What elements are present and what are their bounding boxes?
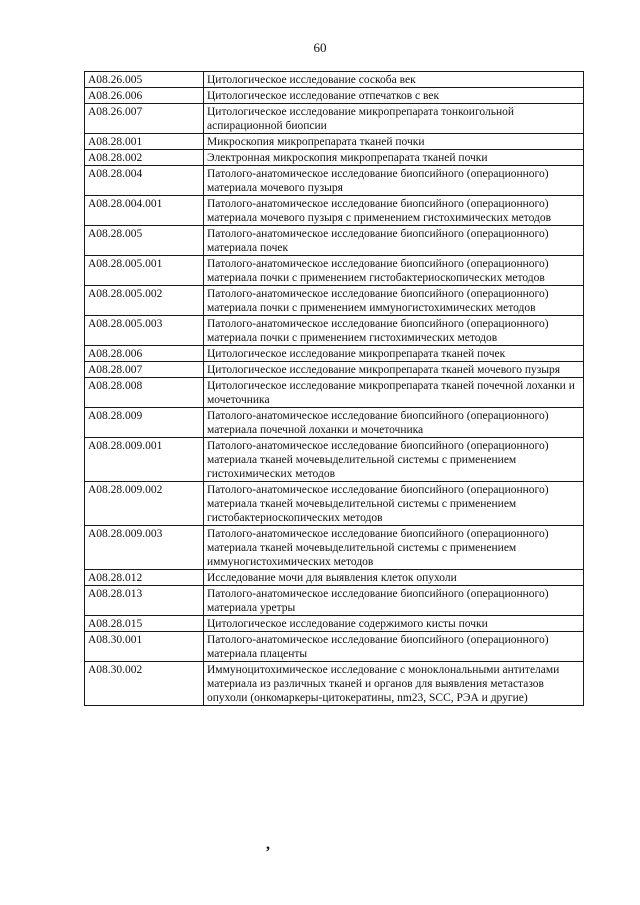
procedure-code-cell: A08.28.007: [85, 362, 204, 378]
procedure-name-cell: Микроскопия микропрепарата тканей почки: [204, 134, 584, 150]
table-row: [85, 286, 584, 316]
procedure-code-cell: A08.26.006: [85, 88, 204, 104]
procedure-name-cell: Патолого-анатомическое исследование биопсийного (операционного) материала почек: [204, 226, 584, 256]
table-row: [85, 72, 584, 88]
procedure-name-cell: Цитологическое исследование соскоба век: [204, 72, 584, 88]
procedure-code-cell: A08.28.005.002: [85, 286, 204, 316]
table-row: [85, 88, 584, 104]
table-row: [85, 362, 584, 378]
procedure-code-cell: A08.28.013: [85, 586, 204, 616]
table-row: [85, 632, 584, 662]
procedure-name-cell: Цитологическое исследование микропрепарата тканей мочевого пузыря: [204, 362, 584, 378]
table-row: [85, 616, 584, 632]
procedure-name-cell: Электронная микроскопия микропрепарата тканей почки: [204, 150, 584, 166]
table-row: [85, 482, 584, 526]
table-row: [85, 134, 584, 150]
table-row: [85, 378, 584, 408]
table-row: [85, 166, 584, 196]
table-row: [85, 570, 584, 586]
table-row: [85, 586, 584, 616]
procedure-name-cell: Патолого-анатомическое исследование биопсийного (операционного) материала тканей мочевыделительной системы с применением гистобактериоскопических методов: [204, 482, 584, 526]
procedure-name-cell: Патолого-анатомическое исследование биопсийного (операционного) материала уретры: [204, 586, 584, 616]
procedure-name-cell: Патолого-анатомическое исследование биопсийного (операционного) материала почечной лоханки и мочеточника: [204, 408, 584, 438]
procedure-code-cell: A08.28.012: [85, 570, 204, 586]
procedure-name-cell: Патолого-анатомическое исследование биопсийного (операционного) материала плаценты: [204, 632, 584, 662]
procedure-name-cell: Патолого-анатомическое исследование биопсийного (операционного) материала мочевого пузыря: [204, 166, 584, 196]
procedure-code-cell: A08.28.005.001: [85, 256, 204, 286]
procedure-name-cell: Цитологическое исследование содержимого кисты почки: [204, 616, 584, 632]
procedure-code-cell: A08.28.004.001: [85, 196, 204, 226]
procedure-code-cell: A08.28.001: [85, 134, 204, 150]
footer-mark: ,: [266, 836, 270, 853]
procedure-code-cell: A08.30.002: [85, 662, 204, 706]
procedure-code-cell: A08.26.005: [85, 72, 204, 88]
procedure-code-cell: A08.28.015: [85, 616, 204, 632]
procedure-name-cell: Цитологическое исследование микропрепарата тонкоигольной аспирационной биопсии: [204, 104, 584, 134]
procedure-code-cell: A08.30.001: [85, 632, 204, 662]
procedure-code-cell: A08.28.006: [85, 346, 204, 362]
procedure-code-cell: A08.28.009.003: [85, 526, 204, 570]
procedure-name-cell: Исследование мочи для выявления клеток опухоли: [204, 570, 584, 586]
procedure-code-cell: A08.28.002: [85, 150, 204, 166]
table-row: [85, 438, 584, 482]
procedure-code-cell: A08.28.008: [85, 378, 204, 408]
table-row: [85, 226, 584, 256]
table-row: [85, 316, 584, 346]
table-row: [85, 150, 584, 166]
page-number: 60: [313, 40, 327, 55]
procedure-name-cell: Цитологическое исследование микропрепарата тканей почек: [204, 346, 584, 362]
table-row: [85, 526, 584, 570]
procedure-code-cell: A08.28.009.002: [85, 482, 204, 526]
procedure-name-cell: Цитологическое исследование микропрепарата тканей почечной лоханки и мочеточника: [204, 378, 584, 408]
procedure-name-cell: Цитологическое исследование отпечатков с век: [204, 88, 584, 104]
procedure-code-cell: A08.28.005.003: [85, 316, 204, 346]
procedure-name-cell: Патолого-анатомическое исследование биопсийного (операционного) материала тканей мочевыделительной системы с применением гистохимических методов: [204, 438, 584, 482]
procedure-code-cell: A08.28.004: [85, 166, 204, 196]
procedure-code-cell: A08.28.009: [85, 408, 204, 438]
procedure-codes-table-body: [85, 72, 584, 706]
procedure-code-cell: A08.28.005: [85, 226, 204, 256]
table-row: [85, 408, 584, 438]
table-row: [85, 346, 584, 362]
procedure-name-cell: Патолого-анатомическое исследование биопсийного (операционного) материала мочевого пузыря с применением гистохимических методов: [204, 196, 584, 226]
procedure-code-cell: A08.28.009.001: [85, 438, 204, 482]
table-row: [85, 662, 584, 706]
procedure-name-cell: Патолого-анатомическое исследование биопсийного (операционного) материала почки с применением гистобактериоскопических методов: [204, 256, 584, 286]
procedure-name-cell: Иммуноцитохимическое исследование с моноклональными антителами материала из различных тканей и органов для выявления метастазов опухоли (онкомаркеры-цитокератины, nm23, SCC, РЭА и другие): [204, 662, 584, 706]
table-row: [85, 196, 584, 226]
procedure-name-cell: Патолого-анатомическое исследование биопсийного (операционного) материала почки с применением гистохимических методов: [204, 316, 584, 346]
procedure-name-cell: Патолого-анатомическое исследование биопсийного (операционного) материала тканей мочевыделительной системы с применением иммуногистохимических методов: [204, 526, 584, 570]
procedure-codes-table: [84, 71, 584, 706]
procedure-name-cell: Патолого-анатомическое исследование биопсийного (операционного) материала почки с применением иммуногистохимических методов: [204, 286, 584, 316]
table-row: [85, 104, 584, 134]
procedure-code-cell: A08.26.007: [85, 104, 204, 134]
table-row: [85, 256, 584, 286]
